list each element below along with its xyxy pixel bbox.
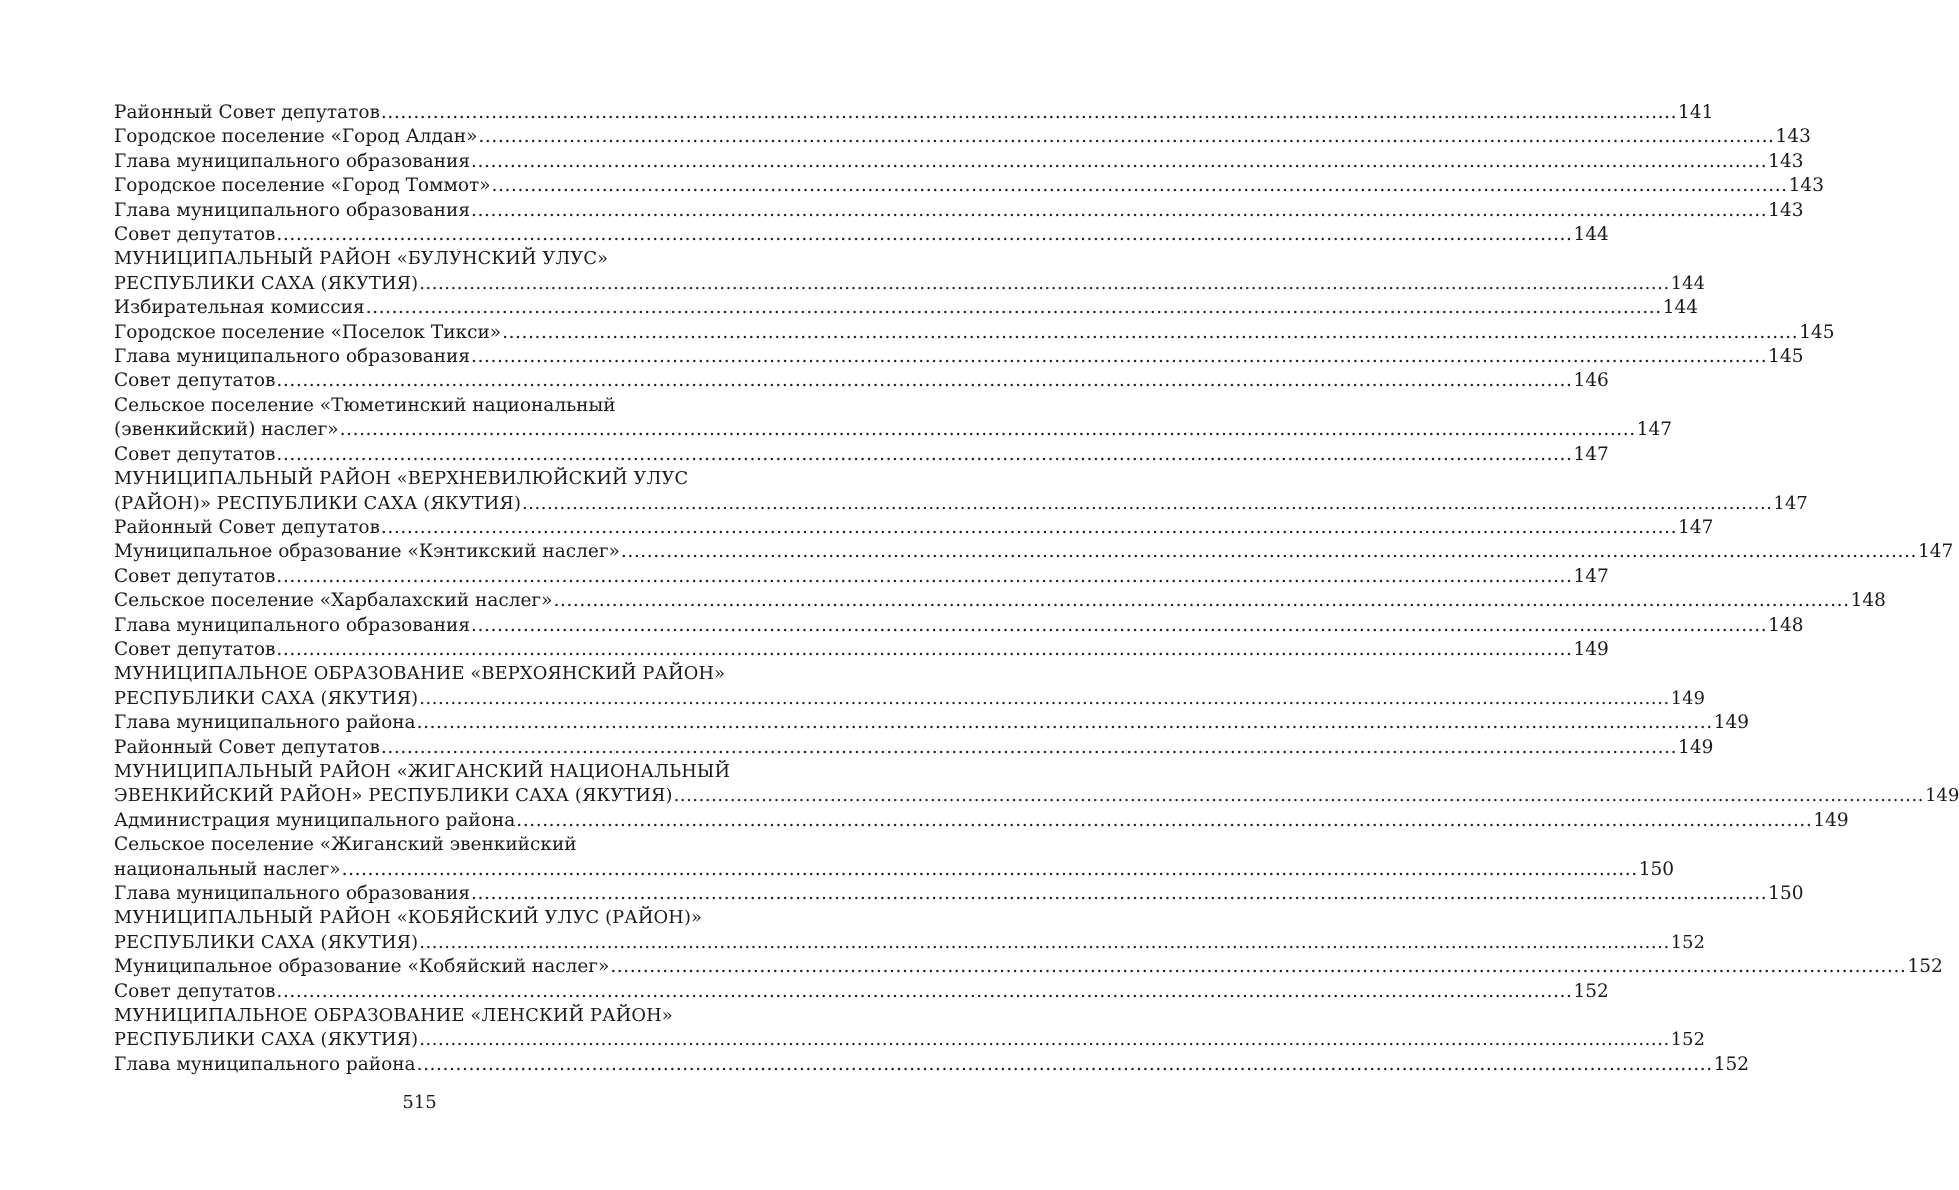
dot-leader (417, 711, 1713, 735)
dot-leader (419, 272, 1669, 296)
dot-leader (516, 809, 1812, 833)
toc-entry (114, 882, 1804, 906)
toc-entry-line (114, 980, 1609, 1004)
dot-leader (621, 540, 1917, 564)
toc-page-number: 146 (1573, 370, 1609, 392)
toc-entry (114, 516, 1714, 540)
toc-entry-line (114, 540, 1954, 564)
toc-entry-line (114, 1053, 1750, 1077)
toc-entry-line (114, 711, 1750, 735)
toc-entry (114, 394, 1673, 443)
toc-entry-line (114, 516, 1714, 540)
dot-leader (276, 223, 1572, 247)
toc-entry (114, 369, 1609, 393)
toc-entry-title: (эвенкийский) наслег» (114, 419, 339, 441)
dot-leader (366, 296, 1662, 320)
table-of-contents (114, 101, 1959, 1077)
toc-entry (114, 589, 1886, 613)
toc-page-number: 143 (1788, 175, 1824, 197)
toc-entry-line (114, 125, 1811, 149)
toc-page-number: 152 (1670, 931, 1706, 953)
toc-entry (114, 223, 1609, 247)
toc-page-number: 144 (1670, 272, 1706, 294)
toc-page-number: 152 (1573, 980, 1609, 1002)
toc-entry (114, 711, 1750, 735)
toc-page-number: 143 (1768, 199, 1804, 221)
dot-leader (419, 931, 1669, 955)
toc-page-number: 149 (1573, 638, 1609, 660)
toc-entry-line (114, 760, 731, 784)
toc-entry-title: Городское поселение «Город Алдан» (114, 126, 478, 148)
toc-entry-title: Глава муниципального образования (114, 150, 471, 172)
toc-page-number: 152 (1670, 1029, 1706, 1051)
dot-leader (522, 492, 1772, 516)
toc-section-heading (114, 662, 1706, 711)
toc-entry-title: Глава муниципального района (114, 1053, 416, 1075)
toc-entry-title: РЕСПУБЛИКИ САХА (ЯКУТИЯ) (114, 931, 419, 953)
toc-section-heading (114, 760, 1959, 809)
dot-leader (419, 1028, 1669, 1052)
toc-entry-title: МУНИЦИПАЛЬНЫЙ РАЙОН «КОБЯЙСКИЙ УЛУС (РАЙОН)» (114, 907, 703, 929)
dot-leader (610, 955, 1906, 979)
toc-entry-title: Совет депутатов (114, 980, 276, 1002)
toc-entry (114, 150, 1804, 174)
toc-entry-line (114, 1004, 708, 1028)
toc-entry-title: Избирательная комиссия (114, 297, 365, 319)
toc-entry-line (114, 687, 1706, 711)
toc-page-number: 144 (1573, 224, 1609, 246)
toc-entry-title: Совет депутатов (114, 638, 276, 660)
toc-entry-title: РЕСПУБЛИКИ САХА (ЯКУТИЯ) (114, 272, 419, 294)
dot-leader (417, 1053, 1713, 1077)
dot-leader (471, 882, 1767, 906)
dot-leader (471, 614, 1767, 638)
toc-page-number: 145 (1799, 321, 1835, 343)
toc-page-number: 148 (1768, 614, 1804, 636)
toc-entry-title: Сельское поселение «Харбалахский наслег» (114, 590, 553, 612)
toc-entry-line (114, 784, 1959, 808)
dot-leader (502, 321, 1798, 345)
toc-entry-title: МУНИЦИПАЛЬНЫЙ РАЙОН «БУЛУНСКИЙ УЛУС» (114, 248, 609, 270)
toc-entry-line (114, 614, 1804, 638)
toc-entry-title: Глава муниципального образования (114, 199, 471, 221)
toc-page-number: 147 (1917, 541, 1954, 563)
toc-entry-line (114, 247, 708, 271)
toc-page-number: 147 (1773, 492, 1808, 514)
toc-entry (114, 321, 1835, 345)
toc-entry-line (114, 638, 1609, 662)
toc-entry-line (114, 321, 1835, 345)
toc-page-number: 147 (1573, 443, 1609, 465)
dot-leader (674, 784, 1924, 808)
toc-entry (114, 296, 1699, 320)
toc-entry-title: ЭВЕНКИЙСКИЙ РАЙОН» РЕСПУБЛИКИ САХА (ЯКУТИЯ) (114, 785, 673, 807)
toc-entry-line (114, 882, 1804, 906)
toc-page-number: 152 (1907, 956, 1943, 978)
toc-entry (114, 833, 1675, 882)
toc-entry (114, 1053, 1750, 1077)
toc-page-number: 152 (1713, 1053, 1750, 1075)
toc-entry (114, 540, 1954, 564)
toc-page-number: 145 (1768, 346, 1804, 368)
toc-entry-line (114, 492, 1808, 516)
toc-page-number: 141 (1678, 102, 1714, 123)
toc-page-number: 147 (1636, 419, 1673, 441)
dot-leader (276, 638, 1572, 662)
toc-entry-line (114, 662, 726, 686)
toc-entry-title: МУНИЦИПАЛЬНЫЙ РАЙОН «ВЕРХНЕВИЛЮЙСКИЙ УЛУС (114, 468, 689, 490)
toc-entry-title: Муниципальное образование «Кэнтикский наслег» (114, 541, 620, 563)
toc-page-number: 150 (1768, 883, 1804, 904)
toc-entry (114, 955, 1943, 979)
toc-entry-title: (РАЙОН)» РЕСПУБЛИКИ САХА (ЯКУТИЯ) (114, 492, 522, 514)
toc-entry-line (114, 296, 1699, 320)
toc-entry-title: Муниципальное образование «Кобяйский наслег» (114, 956, 610, 978)
toc-entry-title: РЕСПУБЛИКИ САХА (ЯКУТИЯ) (114, 687, 419, 709)
toc-entry-line (114, 906, 708, 930)
toc-entry-title: Совет депутатов (114, 224, 276, 246)
dot-leader (381, 736, 1677, 760)
toc-entry-title: национальный наслег» (114, 858, 341, 880)
dot-leader (340, 418, 1636, 442)
dot-leader (471, 345, 1767, 369)
toc-section-heading (114, 1004, 1706, 1053)
toc-entry-title: Городское поселение «Поселок Тикси» (114, 321, 502, 343)
toc-entry-title: Глава муниципального образования (114, 883, 471, 904)
toc-page-number: 150 (1638, 858, 1675, 880)
toc-entry (114, 125, 1811, 149)
toc-entry-line (114, 955, 1943, 979)
dot-leader (553, 589, 1849, 613)
toc-entry-line (114, 589, 1886, 613)
toc-entry-line (114, 565, 1609, 589)
dot-leader (471, 150, 1767, 174)
dot-leader (276, 980, 1572, 1004)
toc-entry-line (114, 174, 1824, 198)
toc-section-heading (114, 906, 1706, 955)
toc-entry-title: Сельское поселение «Тюметинский национальный (114, 394, 616, 416)
toc-entry-line (114, 443, 1609, 467)
toc-entry-line (114, 418, 1673, 442)
toc-page-number: 148 (1850, 590, 1886, 612)
toc-entry-line (114, 858, 1675, 882)
toc-section-heading (114, 467, 1808, 516)
toc-page-number: 143 (1768, 150, 1804, 172)
dot-leader (276, 369, 1572, 393)
toc-entry-line (114, 272, 1706, 296)
page-number: 515 (402, 1092, 437, 1113)
toc-entry-title: Районный Совет депутатов (114, 102, 380, 123)
toc-entry-line (114, 394, 708, 418)
toc-entry-line (114, 369, 1609, 393)
toc-entry-line (114, 150, 1804, 174)
toc-entry-title: Глава муниципального образования (114, 614, 471, 636)
toc-page-number: 149 (1713, 712, 1750, 734)
toc-entry (114, 101, 1714, 125)
toc-entry-title: Городское поселение «Город Томмот» (114, 175, 491, 197)
toc-page-number: 149 (1670, 687, 1706, 709)
toc-entry-line (114, 1028, 1706, 1052)
toc-entry-title: Сельское поселение «Жиганский эвенкийский (114, 834, 577, 856)
toc-section-heading (114, 247, 1706, 296)
toc-entry (114, 614, 1804, 638)
dot-leader (276, 565, 1572, 589)
toc-entry-title: Администрация муниципального района (114, 809, 516, 831)
toc-entry-line (114, 736, 1714, 760)
toc-page-number: 147 (1573, 565, 1609, 587)
toc-page-number: 149 (1813, 809, 1849, 831)
dot-leader (478, 125, 1774, 149)
toc-entry-line (114, 223, 1609, 247)
dot-leader (276, 443, 1572, 467)
dot-leader (492, 174, 1788, 198)
toc-entry-title: МУНИЦИПАЛЬНЫЙ РАЙОН «ЖИГАНСКИЙ НАЦИОНАЛЬНЫЙ (114, 760, 731, 782)
toc-entry-line (114, 833, 708, 857)
toc-entry (114, 980, 1609, 1004)
toc-page-number: 149 (1925, 785, 1959, 807)
toc-entry-title: РЕСПУБЛИКИ САХА (ЯКУТИЯ) (114, 1029, 419, 1051)
toc-entry-title: МУНИЦИПАЛЬНОЕ ОБРАЗОВАНИЕ «ЛЕНСКИЙ РАЙОН» (114, 1005, 673, 1027)
toc-page-number: 147 (1678, 516, 1714, 538)
toc-entry (114, 565, 1609, 589)
toc-entry (114, 443, 1609, 467)
dot-leader (342, 858, 1638, 882)
toc-page-number: 143 (1775, 126, 1811, 148)
toc-page-number: 144 (1662, 297, 1699, 319)
toc-entry-line (114, 101, 1714, 125)
toc-entry (114, 345, 1804, 369)
toc-entry-title: Совет депутатов (114, 443, 276, 465)
toc-entry (114, 736, 1714, 760)
toc-entry (114, 199, 1804, 223)
dot-leader (419, 687, 1669, 711)
dot-leader (381, 101, 1677, 125)
toc-entry-line (114, 199, 1804, 223)
dot-leader (381, 516, 1677, 540)
toc-entry (114, 638, 1609, 662)
toc-entry-line (114, 345, 1804, 369)
toc-entry-title: Совет депутатов (114, 565, 276, 587)
toc-entry-line (114, 467, 708, 491)
toc-entry (114, 809, 1849, 833)
toc-page-number: 149 (1678, 736, 1714, 758)
toc-entry-line (114, 931, 1706, 955)
toc-entry-title: Совет депутатов (114, 370, 276, 392)
toc-entry-title: Глава муниципального образования (114, 346, 471, 368)
dot-leader (471, 199, 1767, 223)
toc-entry-title: Глава муниципального района (114, 712, 416, 734)
toc-entry-title: МУНИЦИПАЛЬНОЕ ОБРАЗОВАНИЕ «ВЕРХОЯНСКИЙ РАЙОН» (114, 663, 726, 685)
toc-entry-title: Районный Совет депутатов (114, 516, 380, 538)
toc-entry (114, 174, 1824, 198)
toc-entry-title: Районный Совет депутатов (114, 736, 380, 758)
toc-entry-line (114, 809, 1849, 833)
